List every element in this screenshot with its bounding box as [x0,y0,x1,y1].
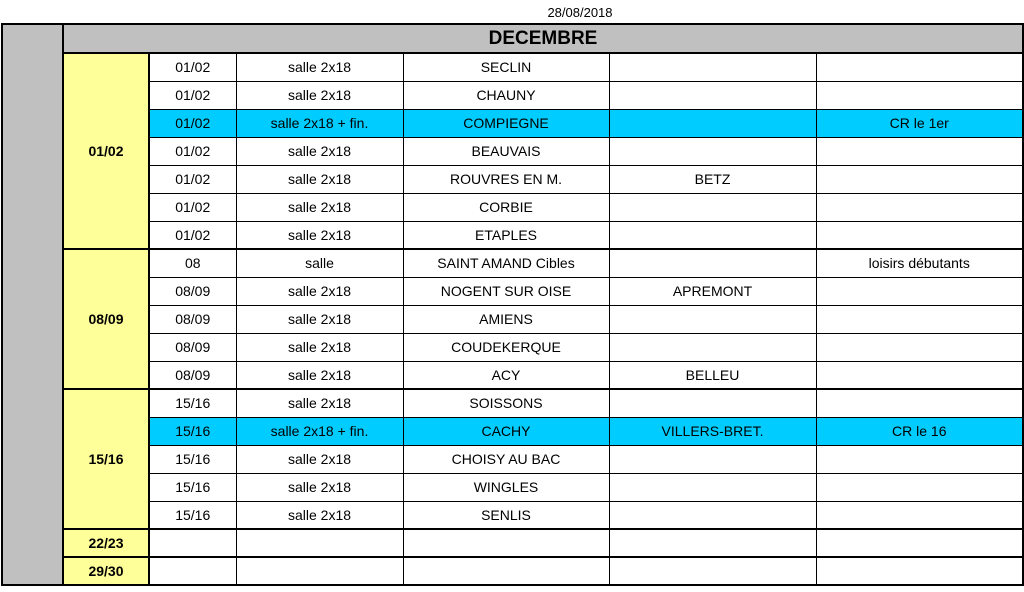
row-club-cell [403,529,609,557]
table-row [2,165,1023,193]
row-other-cell [609,193,816,221]
row-club-cell: CORBIE [403,193,609,221]
weekend-group-label: 15/16 [63,389,149,529]
row-note-cell [816,137,1023,165]
row-type-cell: salle 2x18 + fin. [236,417,403,445]
row-club-cell: AMIENS [403,305,609,333]
calendar-sheet [1,23,1024,586]
row-club-cell: ACY [403,361,609,389]
table-row [2,305,1023,333]
row-club-cell: SENLIS [403,501,609,529]
row-date-cell: 15/16 [149,445,236,473]
row-date-cell: 08/09 [149,305,236,333]
row-note-cell [816,305,1023,333]
row-date-cell: 01/02 [149,221,236,249]
row-type-cell: salle 2x18 [236,473,403,501]
row-club-cell: ROUVRES EN M. [403,165,609,193]
month-header-row [2,24,1023,53]
table-row [2,277,1023,305]
row-type-cell [236,529,403,557]
row-other-cell: BETZ [609,165,816,193]
row-type-cell: salle 2x18 + fin. [236,109,403,137]
row-other-cell [609,333,816,361]
row-other-cell: VILLERS-BRET. [609,417,816,445]
row-club-cell: COMPIEGNE [403,109,609,137]
table-row [2,389,1023,417]
row-club-cell: SAINT AMAND Cibles [403,249,609,277]
row-date-cell: 08 [149,249,236,277]
row-date-cell: 15/16 [149,473,236,501]
row-date-cell [149,557,236,585]
row-other-cell: BELLEU [609,361,816,389]
row-club-cell: NOGENT SUR OISE [403,277,609,305]
row-note-cell [816,333,1023,361]
row-club-cell: BEAUVAIS [403,137,609,165]
row-other-cell [609,109,816,137]
row-date-cell: 01/02 [149,165,236,193]
row-type-cell: salle 2x18 [236,165,403,193]
row-note-cell [816,529,1023,557]
row-date-cell: 15/16 [149,501,236,529]
weekend-group-label: 29/30 [63,557,149,585]
row-date-cell: 08/09 [149,277,236,305]
table-row [2,557,1023,585]
row-club-cell: SOISSONS [403,389,609,417]
row-note-cell: CR le 1er [816,109,1023,137]
table-row [2,361,1023,389]
row-type-cell: salle [236,249,403,277]
row-other-cell [609,445,816,473]
row-note-cell [816,193,1023,221]
row-other-cell [609,529,816,557]
row-note-cell [816,81,1023,109]
row-club-cell: CACHY [403,417,609,445]
row-other-cell [609,501,816,529]
row-type-cell: salle 2x18 [236,333,403,361]
table-row [2,501,1023,529]
row-note-cell [816,557,1023,585]
row-note-cell [816,277,1023,305]
table-row [2,249,1023,277]
schedule-table [1,23,1024,586]
row-other-cell [609,137,816,165]
table-row [2,53,1023,81]
table-row [2,81,1023,109]
row-note-cell [816,389,1023,417]
row-type-cell: salle 2x18 [236,277,403,305]
row-club-cell: CHAUNY [403,81,609,109]
row-type-cell: salle 2x18 [236,361,403,389]
row-note-cell [816,165,1023,193]
month-title: DECEMBRE [63,24,1023,53]
table-row [2,529,1023,557]
row-date-cell: 01/02 [149,193,236,221]
row-date-cell: 15/16 [149,389,236,417]
row-club-cell: CHOISY AU BAC [403,445,609,473]
row-type-cell: salle 2x18 [236,53,403,81]
row-note-cell: CR le 16 [816,417,1023,445]
row-other-cell [609,53,816,81]
row-club-cell: COUDEKERQUE [403,333,609,361]
sheet-date: 28/08/2018 [547,5,613,20]
table-row [2,221,1023,249]
row-other-cell: APREMONT [609,277,816,305]
row-type-cell: salle 2x18 [236,389,403,417]
row-note-cell [816,501,1023,529]
row-other-cell [609,389,816,417]
row-type-cell: salle 2x18 [236,501,403,529]
row-type-cell: salle 2x18 [236,137,403,165]
row-club-cell: SECLIN [403,53,609,81]
table-row [2,193,1023,221]
row-other-cell [609,557,816,585]
weekend-group-label: 08/09 [63,249,149,389]
row-note-cell [816,445,1023,473]
table-row [2,109,1023,137]
row-date-cell: 01/02 [149,53,236,81]
table-row [2,417,1023,445]
schedule-body [2,24,1023,585]
weekend-group-label: 01/02 [63,53,149,249]
table-row [2,445,1023,473]
weekend-group-label: 22/23 [63,529,149,557]
row-date-cell: 01/02 [149,81,236,109]
row-type-cell: salle 2x18 [236,221,403,249]
row-date-cell: 01/02 [149,109,236,137]
row-other-cell [609,221,816,249]
row-date-cell: 15/16 [149,417,236,445]
row-other-cell [609,305,816,333]
row-date-cell: 08/09 [149,333,236,361]
blank-column [2,24,63,585]
row-club-cell: ETAPLES [403,221,609,249]
row-type-cell: salle 2x18 [236,81,403,109]
table-row [2,333,1023,361]
row-other-cell [609,81,816,109]
row-note-cell [816,53,1023,81]
row-date-cell: 08/09 [149,361,236,389]
row-note-cell [816,221,1023,249]
row-type-cell: salle 2x18 [236,305,403,333]
row-type-cell: salle 2x18 [236,193,403,221]
row-type-cell: salle 2x18 [236,445,403,473]
row-other-cell [609,473,816,501]
row-note-cell [816,361,1023,389]
table-row [2,137,1023,165]
row-note-cell [816,473,1023,501]
table-row [2,473,1023,501]
row-club-cell [403,557,609,585]
row-date-cell: 01/02 [149,137,236,165]
row-other-cell [609,249,816,277]
row-date-cell [149,529,236,557]
row-note-cell: loisirs débutants [816,249,1023,277]
row-type-cell [236,557,403,585]
row-club-cell: WINGLES [403,473,609,501]
